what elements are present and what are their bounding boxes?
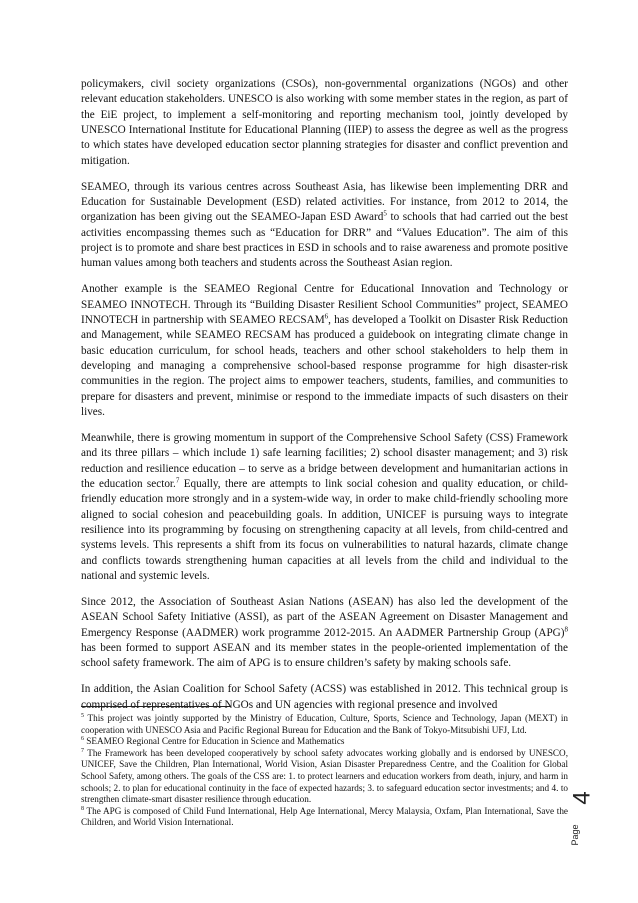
paragraph-text: Equally, there are attempts to link social cohesion and quality education, or child-friendly education more strongly and in a system-wide way, in order to make child-friendly schooling more aligned to social cohesion and peacebuilding goals. In addition, UNICEF is pursuing ways to integrate resilience into its programming by focusing on strengthening capacity at all levels, from child-centred and systems levels. This represents a shift from its focus on vulnerabilities to natural hazards, climate change and conflicts towards strengthening human capacities at all levels from the child and individual to the national and systemic levels. [81, 478, 568, 583]
paragraph [81, 180, 568, 272]
body-text [81, 77, 568, 724]
footnote-text: This project was jointly supported by the Ministry of Education, Culture, Sports, Science and Technology, Japan (MEXT) in cooperation with UNESCO Asia and Pacific Regional Bureau for Education and the Bank of Tokyo-Mitsubishi UFJ, Ltd. [81, 713, 568, 735]
footnote-number: 6 [81, 736, 84, 743]
paragraph-text: , has developed a Toolkit on Disaster Risk Reduction and Management, while SEAMEO RECSAM has produced a guidebook on integrating climate change in basic education curriculum, for school heads, teachers and other school stakeholders to help them in developing and managing a comprehensive school-based response programme for high disaster-risk communities in the region. The project aims to empower teachers, students, families, and communities to prepare for disasters and prevent, minimise or respond to the immediate impacts of such disasters on their lives. [81, 314, 568, 419]
footnote-number: 8 [81, 805, 84, 812]
paragraph-text: Another example is the SEAMEO Regional Centre for Educational Innovation and Technology or SEAMEO INNOTECH. Through its “Building Disaster Resilient School Communities” project, SEAMEO INNOTECH in partnership with SEAMEO RECSAM [81, 283, 568, 326]
footnote-reference: 5 [383, 209, 387, 218]
paragraph [81, 282, 568, 420]
paragraph-text: to schools that had carried out the best activities encompassing themes such as “Education for DRR” and “Values Education”. The aim of this project is to promote and share best practices in ESD in schools and to raise awareness and promote positive human values among both teachers and students across the Southeast Asian region. [81, 211, 568, 270]
footnote-text: The Framework has been developed cooperatively by school safety advocates working globally and is endorsed by UNESCO, UNICEF, Save the Children, Plan International, World Vision, Asian Disaster Preparedness Centre, and the Coalition for Global School Safety, among others. The goals of the CSS are: 1. to protect learners and education workers from death, injury, and harm in schools; 2. to plan for educational continuity in the face of expected hazards; 3. to safeguard education sector investments; and 4. to strengthen climate-smart disaster resilience through education. [81, 747, 568, 805]
footnote-separator [81, 706, 231, 707]
page-number: 4 [568, 791, 596, 805]
footnote [81, 713, 568, 736]
page-number-label [566, 791, 596, 868]
footnote-number: 7 [81, 747, 84, 754]
footnote-reference: 8 [564, 624, 568, 633]
footnote-number: 5 [81, 712, 84, 719]
footnote-reference: 6 [324, 312, 329, 321]
paragraph [81, 682, 568, 713]
page-word: Page [570, 824, 580, 846]
footnote [81, 748, 568, 806]
paragraph-text: policymakers, civil society organizations (CSOs), non-governmental organizations (NGOs) and other relevant education stakeholders. UNESCO is also working with some member states in the region, as part of the EiE project, to implement a self-monitoring and reporting mechanism tool, jointly developed by UNESCO International Institute for Educational Planning (IIEP) to assess the degree as well as the progress to which states have developed education sector planning strategies for disaster and conflict prevention and mitigation. [81, 78, 568, 167]
footnotes [81, 713, 568, 829]
footnote [81, 806, 568, 829]
paragraph-text: Since 2012, the Association of Southeast Asian Nations (ASEAN) has also led the development of the ASEAN School Safety Initiative (ASSI), as part of the ASEAN Agreement on Disaster Management and Emergency Response (AADMER) work programme 2012-2015. An AADMER Partnership Group (APG) [81, 596, 568, 639]
paragraph-text: has been formed to support ASEAN and its member states in the people-oriented implementation of the school safety framework. The aim of APG is to ensure children’s safety by making schools safe. [81, 642, 568, 670]
footnote-text: The APG is composed of Child Fund International, Help Age International, Mercy Malaysia, Oxfam, Plan International, Save the Children, and World Vision International. [81, 805, 568, 828]
footnote-reference: 7 [175, 476, 180, 485]
paragraph [81, 431, 568, 584]
paragraph-text: SEAMEO, through its various centres across Southeast Asia, has likewise been implementing DRR and Education for Sustainable Development (ESD) related activities. For instance, from 2012 to 2014, the organization has been giving out the SEAMEO-Japan ESD Award [81, 180, 568, 224]
paragraph-text: In addition, the Asian Coalition for School Safety (ACSS) was established in 2012. This technical group is comprised of representatives of NGOs and UN agencies with regional presence and involved [81, 683, 568, 711]
footnote [81, 736, 568, 748]
paragraph [81, 77, 568, 169]
footnote-text: SEAMEO Regional Centre for Education in Science and Mathematics [84, 736, 345, 747]
paragraph-text: Meanwhile, there is growing momentum in support of the Comprehensive School Safety (CSS) Framework and its three pillars – which include 1) safe learning facilities; 2) school disaster management; and 3) risk reduction and resilience education – to serve as a bridge between development and humanitarian actions in the education sector. [81, 432, 568, 491]
paragraph [81, 595, 568, 672]
